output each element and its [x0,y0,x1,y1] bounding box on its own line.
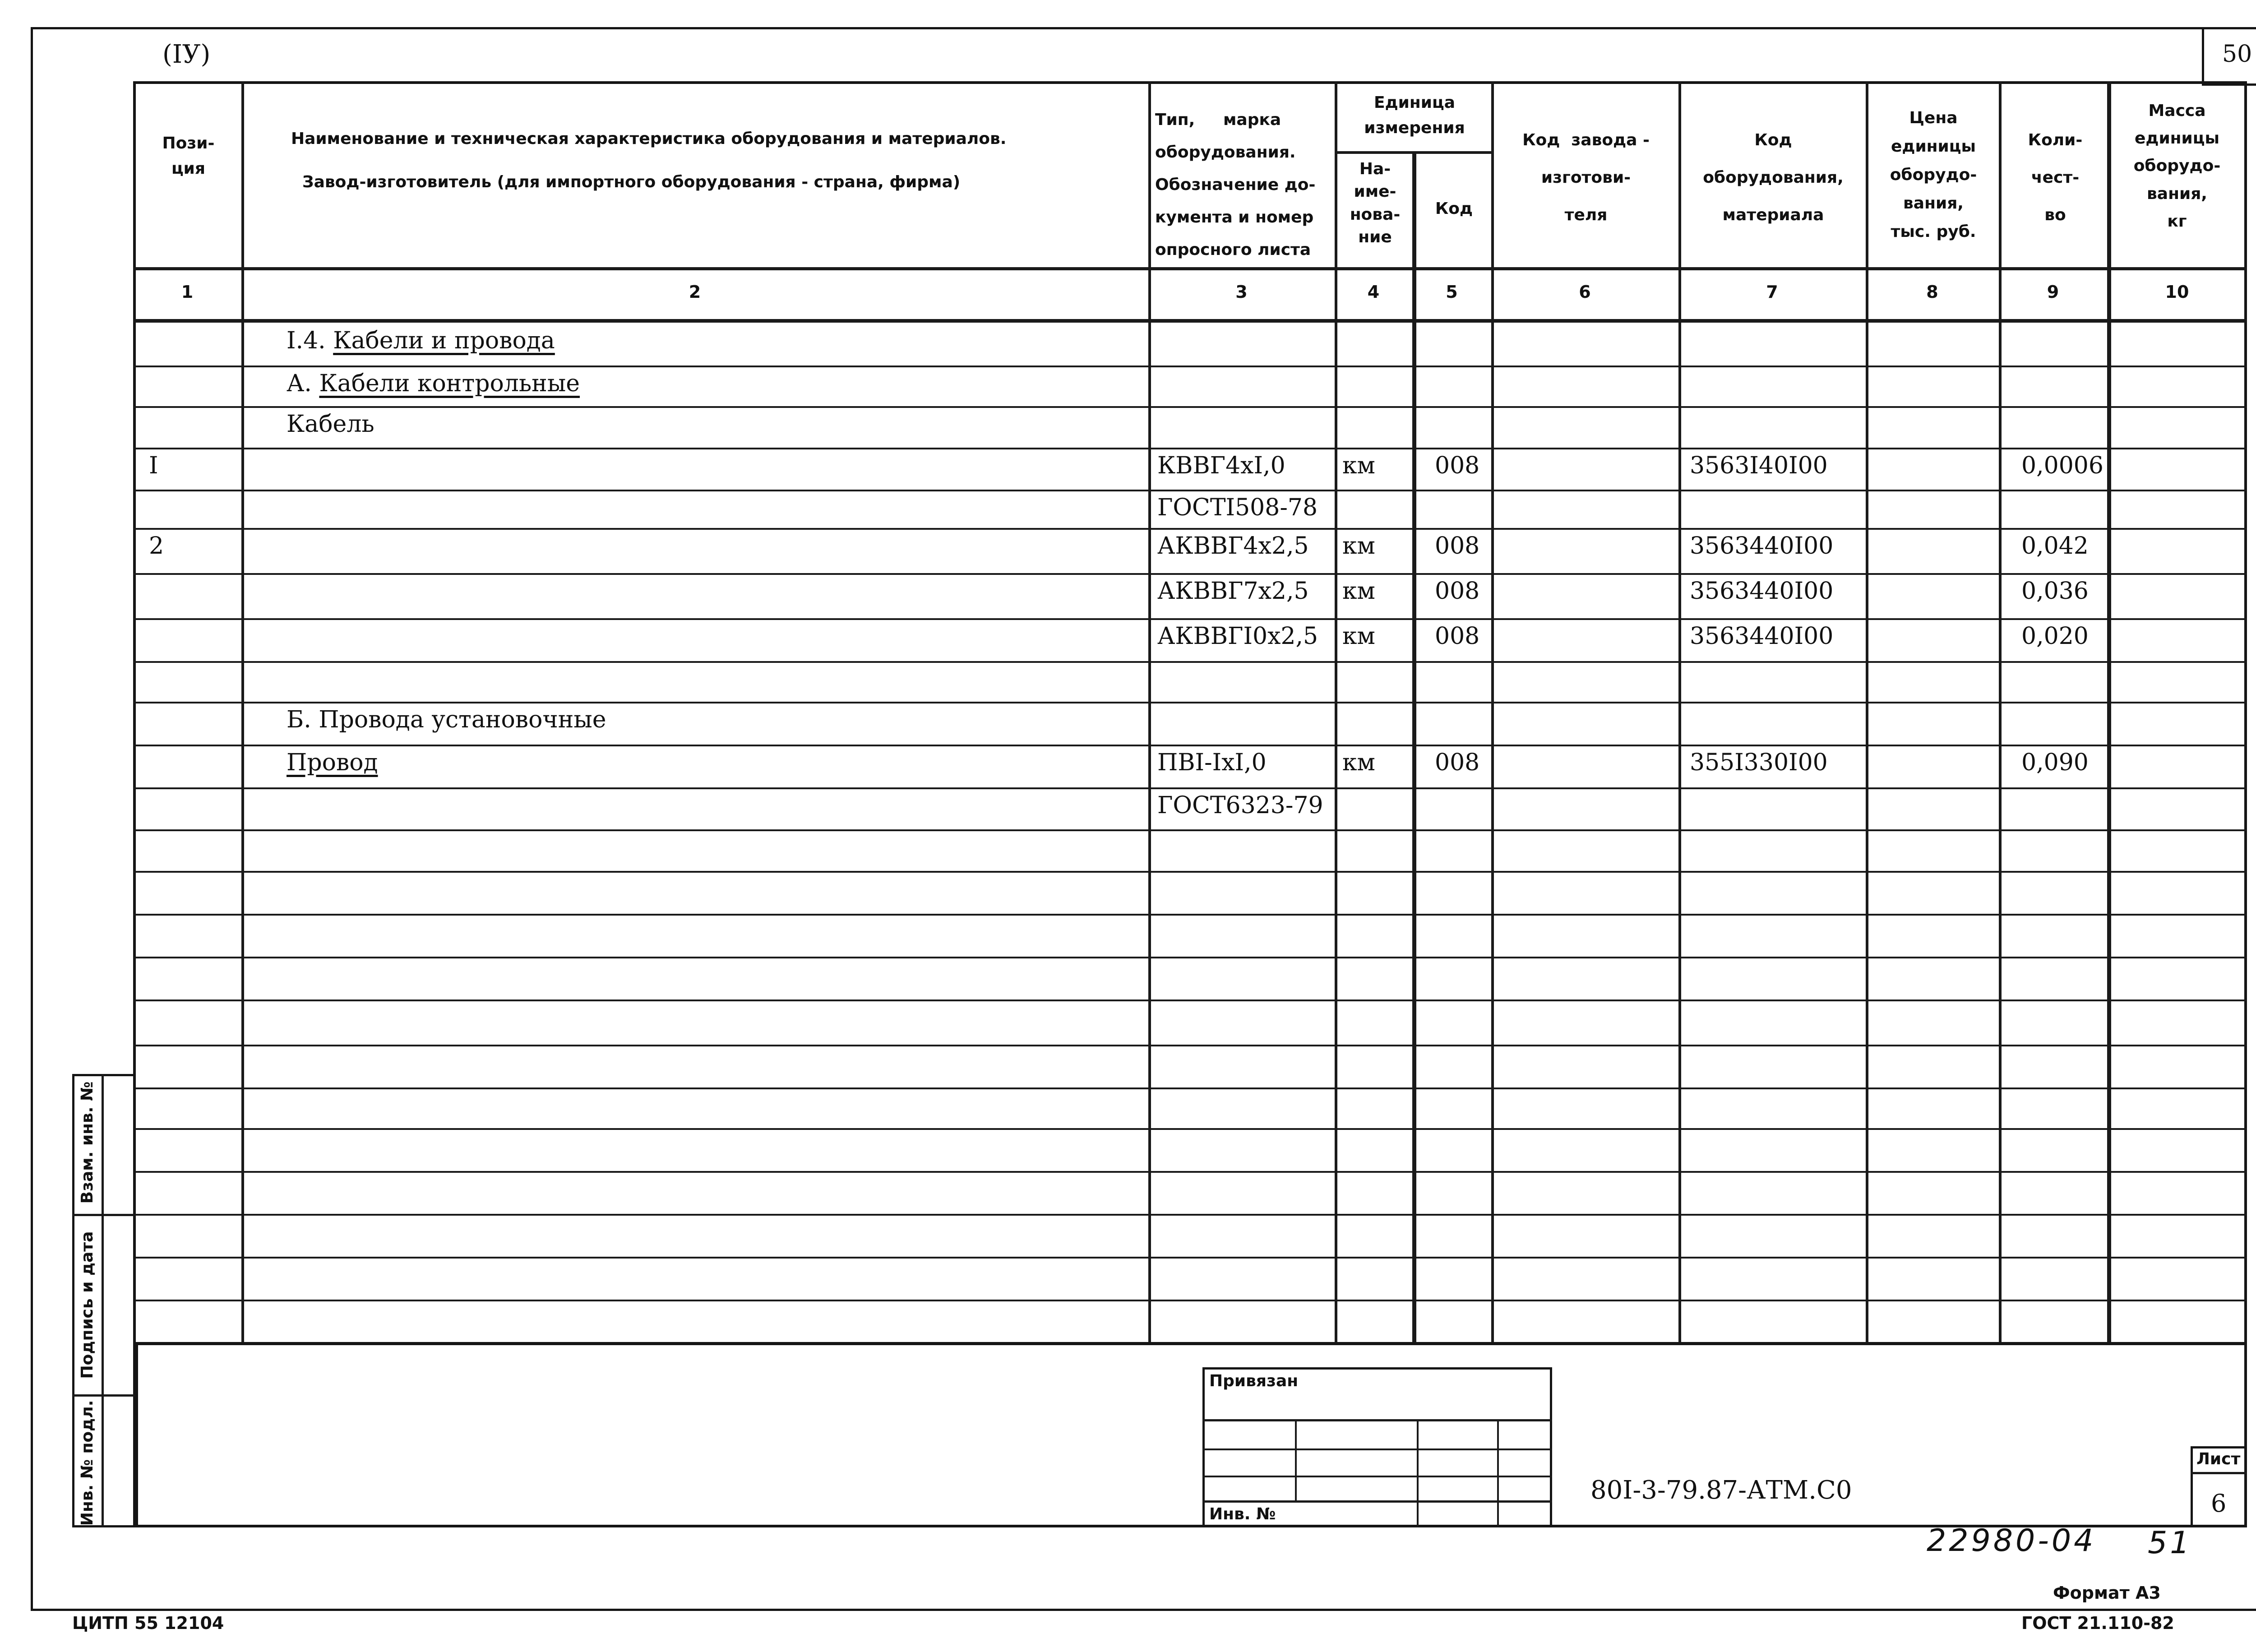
row-line [133,1000,2247,1001]
header-col-4: На- име- нова- ние [1350,160,1401,247]
row-pos: 2 [149,532,164,560]
row-name-underlined: Кабели и провода [333,327,555,354]
row-line [133,1257,2247,1259]
row-line [133,1045,2247,1046]
row-qty: 0,020 [2021,623,2089,650]
row-qty: 0,0006 [2021,452,2103,479]
column-number-4: 4 [1367,282,1380,302]
handwritten-number: 22980-04 [1927,1523,2096,1559]
row-qty: 0,090 [2021,749,2089,776]
header-col-7: Код оборудования, материала [1703,131,1844,224]
list-number: 6 [2211,1489,2227,1518]
header-unit-group: Единица измерения [1364,93,1465,137]
title-block [135,1342,2247,1527]
column-number-10: 10 [2165,282,2189,302]
side-label-inv-podl: Инв. № подл. [78,1400,97,1526]
row-line [133,448,2247,449]
column-number-5: 5 [1446,282,1458,302]
row-mat-code: 3563440I00 [1690,578,1834,605]
row-line [133,914,2247,916]
row-line [133,573,2247,575]
row-line [133,618,2247,620]
row-line [133,1300,2247,1301]
row-type: АКВВГ4х2,5 [1157,532,1309,560]
header-col-10: Масса единицы оборудо- вания, кг [2133,102,2221,231]
row-unit: км [1342,452,1375,479]
row-line [133,1087,2247,1089]
row-line [133,829,2247,831]
row-line [133,957,2247,958]
privyazan-vline-2 [1417,1419,1419,1527]
row-qty: 0,042 [2021,532,2089,560]
row-line [133,1214,2247,1216]
row-code: 008 [1435,578,1480,605]
row-line [133,702,2247,703]
privyazan-line-2 [1202,1448,1552,1450]
column-number-7: 7 [1766,282,1778,302]
side-stamp-div-1 [72,1214,135,1216]
unit-group-line [1335,151,1493,154]
header-col-2: Наименование и техническая характеристика оборудования и материалов. Завод-изготовитель (для импортного оборудования - страна, фирма) [291,130,1007,191]
row-line [133,871,2247,873]
side-label-podpis: Подпись и дата [78,1231,97,1379]
column-number-3: 3 [1235,282,1248,302]
row-type: АКВВГI0х2,5 [1157,623,1318,650]
col-line-4 [1412,151,1416,1345]
row-pos: I [149,452,158,479]
footer-left: ЦИТП 55 12104 [72,1613,224,1633]
col-line-8 [1999,81,2002,1345]
col-line-9 [2107,81,2111,1345]
column-number-9: 9 [2047,282,2059,302]
row-line [133,661,2247,663]
col-line-1 [241,81,244,1345]
handwritten-page: 51 [2148,1525,2192,1561]
footer-format: Формат А3 [2053,1583,2161,1603]
page-number: 50 [2222,41,2252,68]
col-line-5 [1491,81,1494,1345]
row-code: 008 [1435,532,1480,560]
doc-code: 80I-3-79.87-АТМ.С0 [1590,1476,1852,1505]
row-qty: 0,036 [2021,578,2089,605]
row-line [133,745,2247,746]
header-divider [133,267,2247,270]
number-row-divider [133,319,2247,323]
privyazan-line-3 [1202,1476,1552,1477]
row-name-prefix: Кабель [287,411,374,438]
row-code: 008 [1435,452,1480,479]
row-type: КВВГ4хI,0 [1157,452,1285,479]
row-line [133,1128,2247,1130]
row-name-prefix: Б. Провода установочные [287,706,606,733]
col-line-2 [1148,81,1151,1345]
row-mat-code: 3563440I00 [1690,532,1834,560]
row-name-prefix: I.4. [287,327,333,354]
row-name-prefix: А. [287,370,319,397]
side-label-vzam: Взам. инв. № [78,1081,97,1204]
row-name-underlined: Кабели контрольные [319,370,580,397]
row-line [133,406,2247,408]
col-line-3 [1335,81,1337,1345]
privyazan-vline-3 [1497,1419,1499,1527]
row-unit: км [1342,578,1375,605]
row-code: 008 [1435,623,1480,650]
header-col-8: Цена единицы оборудо- вания, тыс. руб. [1890,109,1977,241]
list-label: Лист [2196,1450,2241,1468]
privyazan-vline-1 [1295,1419,1297,1500]
row-unit: км [1342,749,1375,776]
inv-no-label: Инв. № [1209,1505,1276,1523]
header-col-3: Тип, марка оборудования. Обозначение до- кумента и номер опросного листа [1155,111,1316,259]
privyazan-label: Привязан [1209,1372,1299,1390]
row-name [287,370,580,397]
row-unit: км [1342,623,1375,650]
col-line-6 [1678,81,1681,1345]
column-number-8: 8 [1926,282,1938,302]
header-col-6: Код завода - изготови- теля [1522,131,1650,224]
privyazan-line-1 [1202,1419,1552,1421]
row-type: ГОСТ6323-79 [1157,792,1323,819]
row-line [133,1171,2247,1173]
column-number-6: 6 [1579,282,1591,302]
row-unit: км [1342,532,1375,560]
row-mat-code: 355I330I00 [1690,749,1828,776]
row-mat-code: 3563440I00 [1690,623,1834,650]
column-number-2: 2 [689,282,701,302]
list-box-line [2191,1472,2247,1474]
row-name [287,411,374,438]
row-name-underlined: Провод [287,749,378,776]
row-line [133,528,2247,530]
footer-gost: ГОСТ 21.110-82 [2021,1613,2174,1633]
row-type: ПВI-IхI,0 [1157,749,1267,776]
col-line-7 [1866,81,1868,1345]
privyazan-line-4 [1202,1500,1552,1503]
row-name [287,327,555,354]
row-name [287,706,606,733]
row-name [287,749,378,776]
row-mat-code: 3563I40I00 [1690,452,1828,479]
row-line [133,787,2247,789]
sheet-code: (IУ) [162,40,211,69]
row-type: АКВВГ7х2,5 [1157,578,1309,605]
header-col-9: Коли- чест- во [2028,131,2083,224]
column-number-1: 1 [181,282,194,302]
side-stamp-inner [102,1074,104,1527]
row-code: 008 [1435,749,1480,776]
row-type: ГОСТI508-78 [1157,494,1318,521]
header-col-5: Код [1435,199,1473,218]
row-line [133,490,2247,491]
privyazan-box [1202,1367,1552,1527]
header-col-1: Пози- ция [162,134,215,178]
row-line [133,366,2247,367]
